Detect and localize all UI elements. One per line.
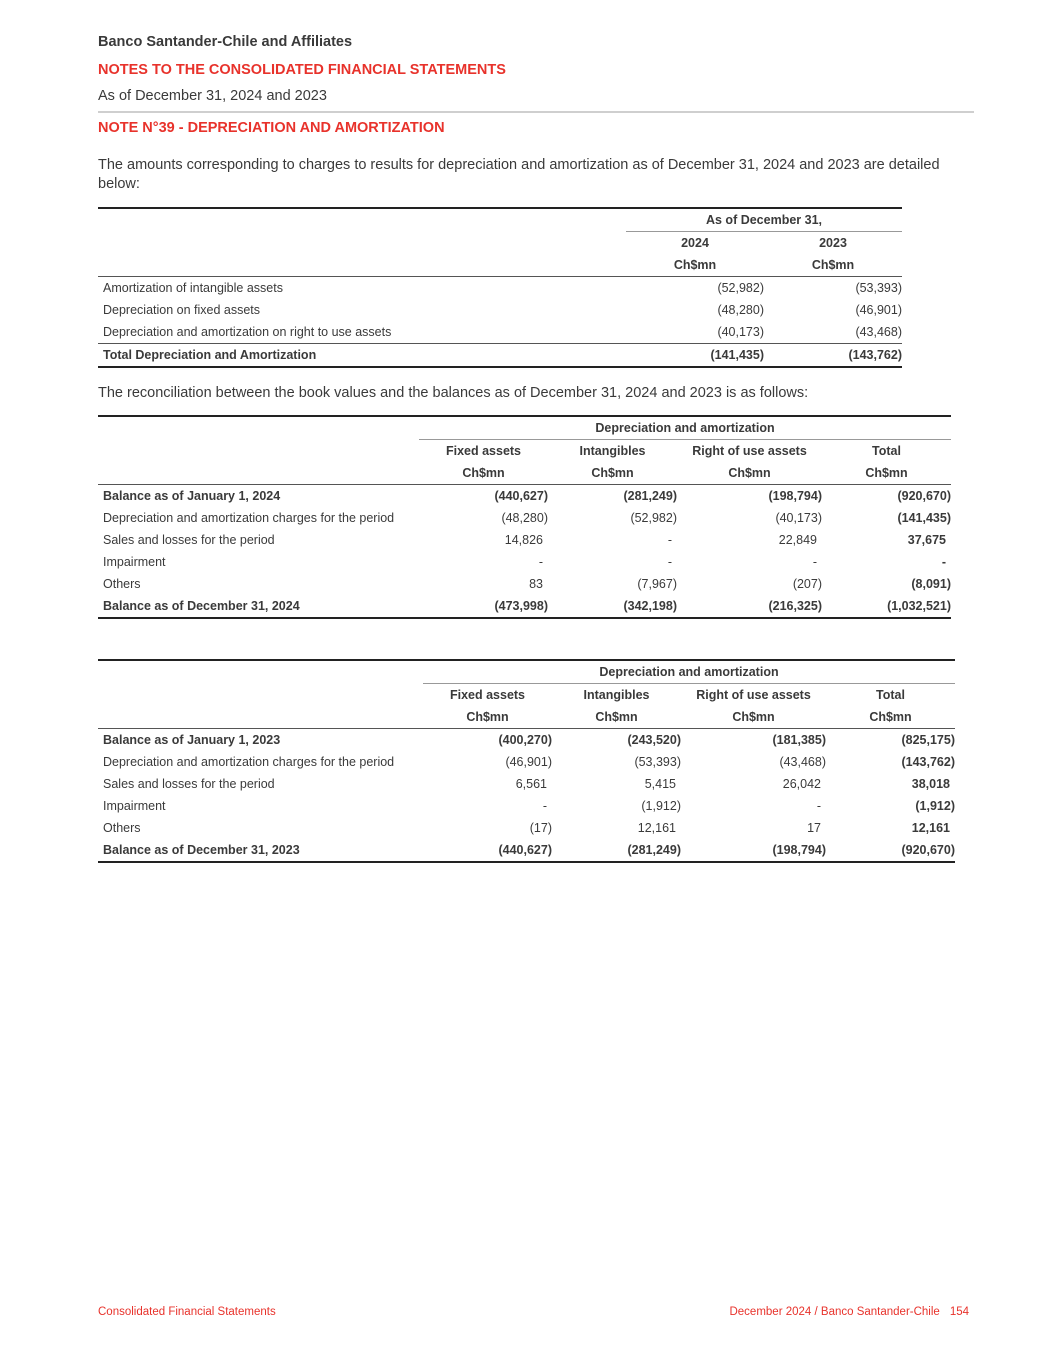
table1-unit: Ch$mn: [673, 258, 717, 272]
table1-unit: Ch$mn: [811, 258, 855, 272]
unit-label: Ch$mn: [591, 466, 634, 480]
table-total-row: Balance as of December 31, 2023 (440,627) (281,249) (198,794) (920,670): [98, 839, 955, 862]
col-intangibles: Intangibles: [583, 688, 650, 702]
col-right-of-use: Right of use assets: [696, 688, 811, 702]
table-row: Balance as of January 1, 2023 (400,270) (243,520) (181,385) (825,175): [103, 733, 955, 747]
footer-document-title: Consolidated Financial Statements: [98, 1306, 276, 1318]
table-row: Others (17) 12,161 17 12,161: [103, 821, 950, 835]
table-row: Depreciation and amortization charges for the period (46,901) (53,393) (43,468) (143,762): [103, 755, 955, 769]
company-name: Banco Santander-Chile and Affiliates: [98, 34, 353, 50]
table-row: Balance as of January 1, 2024 (440,627) (281,249) (198,794) (920,670): [103, 489, 951, 503]
col-total: Total: [872, 444, 901, 458]
table-row: Depreciation and amortization charges for the period (48,280) (52,982) (40,173) (141,435): [103, 511, 951, 525]
reconciliation-table-2024: [98, 415, 951, 619]
page-number: 154: [949, 1306, 969, 1318]
report-date: As of December 31, 2024 and 2023: [98, 88, 327, 104]
table-total-row: Balance as of December 31, 2024 (473,998) (342,198) (216,325) (1,032,521): [98, 595, 951, 618]
note-intro: The amounts corresponding to charges to results for depreciation and amortization as of December 31, 2024 and 2023 are detailed below:: [98, 157, 940, 192]
table-row: Impairment - - - -: [103, 555, 946, 569]
table2-group-header: Depreciation and amortization: [419, 416, 951, 440]
note-title: NOTE N°39 - DEPRECIATION AND AMORTIZATION: [98, 120, 445, 136]
col-total: Total: [876, 688, 905, 702]
reconciliation-intro: The reconciliation between the book values and the balances as of December 31, 2024 and 2023 is as follows:: [98, 385, 809, 401]
unit-label: Ch$mn: [595, 710, 638, 724]
table1-year-2023: 2023: [819, 236, 847, 250]
table-row: Depreciation and amortization on right to use assets (40,173) (43,468): [103, 325, 902, 339]
table-row: Amortization of intangible assets (52,982) (53,393): [103, 281, 902, 295]
unit-label: Ch$mn: [728, 466, 771, 480]
footer-meta: [729, 1306, 969, 1318]
unit-label: Ch$mn: [732, 710, 775, 724]
reconciliation-table-2023: [98, 659, 955, 863]
unit-label: Ch$mn: [869, 710, 912, 724]
table1-year-2024: 2024: [681, 236, 709, 250]
unit-label: Ch$mn: [865, 466, 908, 480]
table-row: Others 83 (7,967) (207) (8,091): [103, 577, 951, 591]
col-fixed-assets: Fixed assets: [445, 444, 522, 458]
unit-label: Ch$mn: [466, 710, 509, 724]
col-intangibles: Intangibles: [579, 444, 646, 458]
table-row: Depreciation on fixed assets (48,280) (46,901): [103, 303, 902, 317]
depreciation-summary-table: [98, 207, 902, 368]
header-divider: [98, 111, 974, 113]
table-row: Sales and losses for the period 14,826 - 22,849 37,675: [103, 533, 946, 547]
footer-date-bank: December 2024 / Banco Santander-Chile: [729, 1306, 940, 1318]
table1-group-header: As of December 31,: [626, 208, 902, 232]
table-row: Impairment - (1,912) - (1,912): [103, 799, 955, 813]
notes-title: NOTES TO THE CONSOLIDATED FINANCIAL STATEMENTS: [98, 62, 506, 78]
col-right-of-use: Right of use assets: [692, 444, 807, 458]
table3-group-header: Depreciation and amortization: [423, 660, 955, 684]
unit-label: Ch$mn: [462, 466, 505, 480]
table-row: Sales and losses for the period 6,561 5,415 26,042 38,018: [103, 777, 950, 791]
col-fixed-assets: Fixed assets: [449, 688, 526, 702]
table-total-row: Total Depreciation and Amortization (141,435) (143,762): [98, 344, 902, 368]
